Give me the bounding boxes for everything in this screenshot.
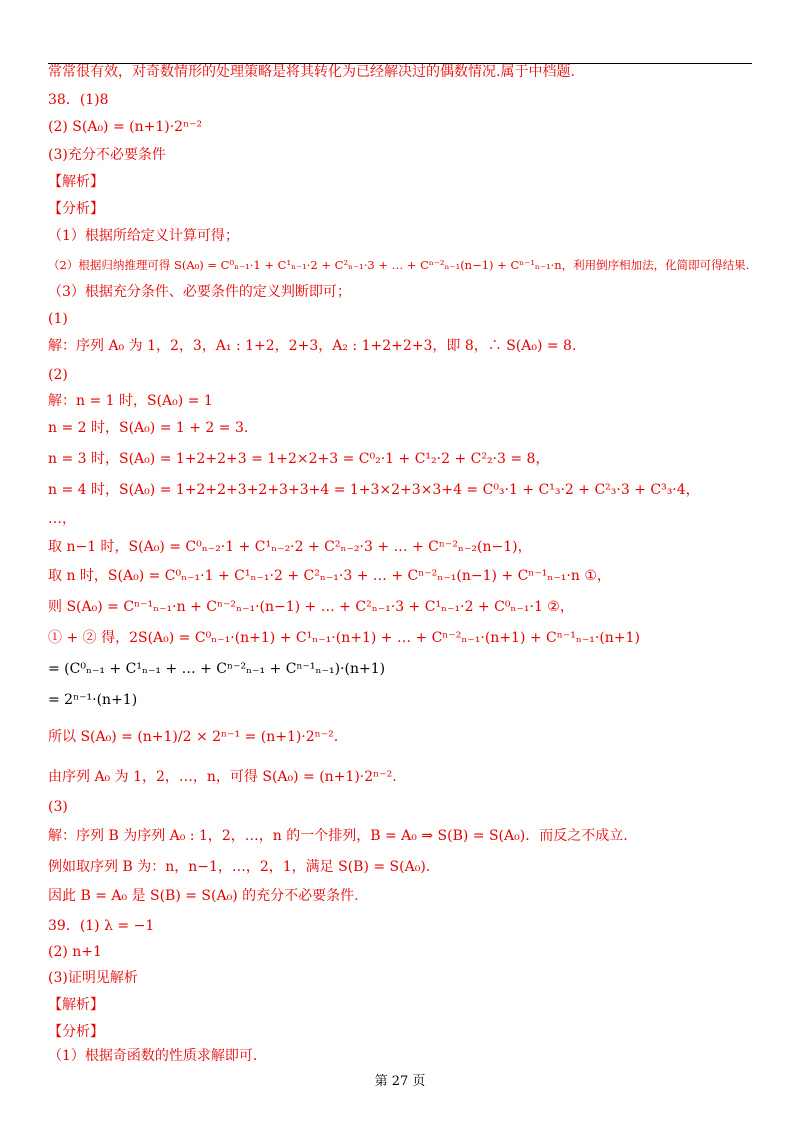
- text-line: 则 S(A₀) = Cⁿ⁻¹ₙ₋₁·n + Cⁿ⁻²ₙ₋₁·(n−1) + … + C²ₙ₋₁·3 + C¹ₙ₋₁·2 + C⁰ₙ₋₁·1 ②，: [48, 599, 574, 615]
- text-line: ① + ② 得，2S(A₀) = C⁰ₙ₋₁·(n+1) + C¹ₙ₋₁·(n+1) + … + Cⁿ⁻²ₙ₋₁·(n+1) + Cⁿ⁻¹ₙ₋₁·(n+1): [48, 630, 640, 646]
- text-line: 解：n = 1 时，S(A₀) = 1: [48, 393, 213, 409]
- text-line: 【分析】: [48, 201, 104, 217]
- text-line: …，: [48, 511, 76, 527]
- text-line: 常常很有效，对奇数情形的处理策略是将其转化为已经解决过的偶数情况.属于中档题.: [48, 64, 575, 80]
- text-line: 38．(1)8: [48, 92, 109, 108]
- text-line: （2）根据归纳推理可得 S(A₀) = C⁰ₙ₋₁·1 + C¹ₙ₋₁·2 + C²ₙ₋₁·3 + … + Cⁿ⁻²ₙ₋₁(n−1) + Cⁿ⁻¹ₙ₋₁·n，利用倒序相加法，化简即可得结果.: [48, 258, 750, 272]
- text-line: (3)充分不必要条件: [48, 147, 166, 163]
- text-line: n = 3 时，S(A₀) = 1+2+2+3 = 1+2×2+3 = C⁰₂·1 + C¹₂·2 + C²₂·3 = 8，: [48, 451, 550, 467]
- text-line: 解：序列 B 为序列 A₀ : 1，2，…，n 的一个排列，B = A₀ ⇒ S(B) = S(A₀)．而反之不成立.: [48, 828, 628, 844]
- text-line: (1): [48, 311, 68, 327]
- text-line: = (C⁰ₙ₋₁ + C¹ₙ₋₁ + … + Cⁿ⁻²ₙ₋₁ + Cⁿ⁻¹ₙ₋₁)·(n+1): [48, 661, 386, 677]
- text-line: (3): [48, 799, 68, 815]
- page-number: 第 27 页: [374, 1074, 426, 1089]
- text-line: 【解析】: [48, 997, 104, 1013]
- text-line: （1）根据奇函数的性质求解即可.: [48, 1048, 258, 1064]
- text-line: 由序列 A₀ 为 1，2，…，n，可得 S(A₀) = (n+1)·2ⁿ⁻².: [48, 769, 397, 785]
- text-line: 【解析】: [48, 174, 104, 190]
- text-line: （3）根据充分条件、必要条件的定义判断即可；: [48, 284, 351, 300]
- text-line: n = 4 时，S(A₀) = 1+2+2+3+2+3+3+4 = 1+3×2+3×3+4 = C⁰₃·1 + C¹₃·2 + C²₃·3 + C³₃·4，: [48, 482, 700, 498]
- text-line: 【分析】: [48, 1024, 104, 1040]
- text-line: (2) n+1: [48, 944, 102, 960]
- text-line: (3)证明见解析: [48, 970, 138, 986]
- text-line: （1）根据所给定义计算可得；: [48, 228, 239, 244]
- text-line: 解：序列 A₀ 为 1，2，3，A₁ : 1+2，2+3，A₂ : 1+2+2+3，即 8，∴ S(A₀) = 8.: [48, 338, 577, 354]
- text-line: n = 2 时，S(A₀) = 1 + 2 = 3.: [48, 420, 249, 436]
- text-line: 取 n 时，S(A₀) = C⁰ₙ₋₁·1 + C¹ₙ₋₁·2 + C²ₙ₋₁·3 + … + Cⁿ⁻²ₙ₋₁(n−1) + Cⁿ⁻¹ₙ₋₁·n ①，: [48, 568, 611, 584]
- text-line: (2): [48, 367, 68, 383]
- text-line: (2) S(A₀) = (n+1)·2ⁿ⁻²: [48, 119, 203, 135]
- text-line: 所以 S(A₀) = (n+1)/2 × 2ⁿ⁻¹ = (n+1)·2ⁿ⁻².: [48, 729, 339, 745]
- text-line: 取 n−1 时，S(A₀) = C⁰ₙ₋₂·1 + C¹ₙ₋₂·2 + C²ₙ₋₂·3 + … + Cⁿ⁻²ₙ₋₂(n−1)，: [48, 539, 532, 555]
- text-line: 因此 B = A₀ 是 S(B) = S(A₀) 的充分不必要条件.: [48, 888, 359, 904]
- text-line: 39．(1) λ = −1: [48, 918, 155, 934]
- text-line: = 2ⁿ⁻¹·(n+1): [48, 692, 138, 708]
- text-line: 例如取序列 B 为：n，n−1，…，2，1，满足 S(B) = S(A₀).: [48, 859, 431, 875]
